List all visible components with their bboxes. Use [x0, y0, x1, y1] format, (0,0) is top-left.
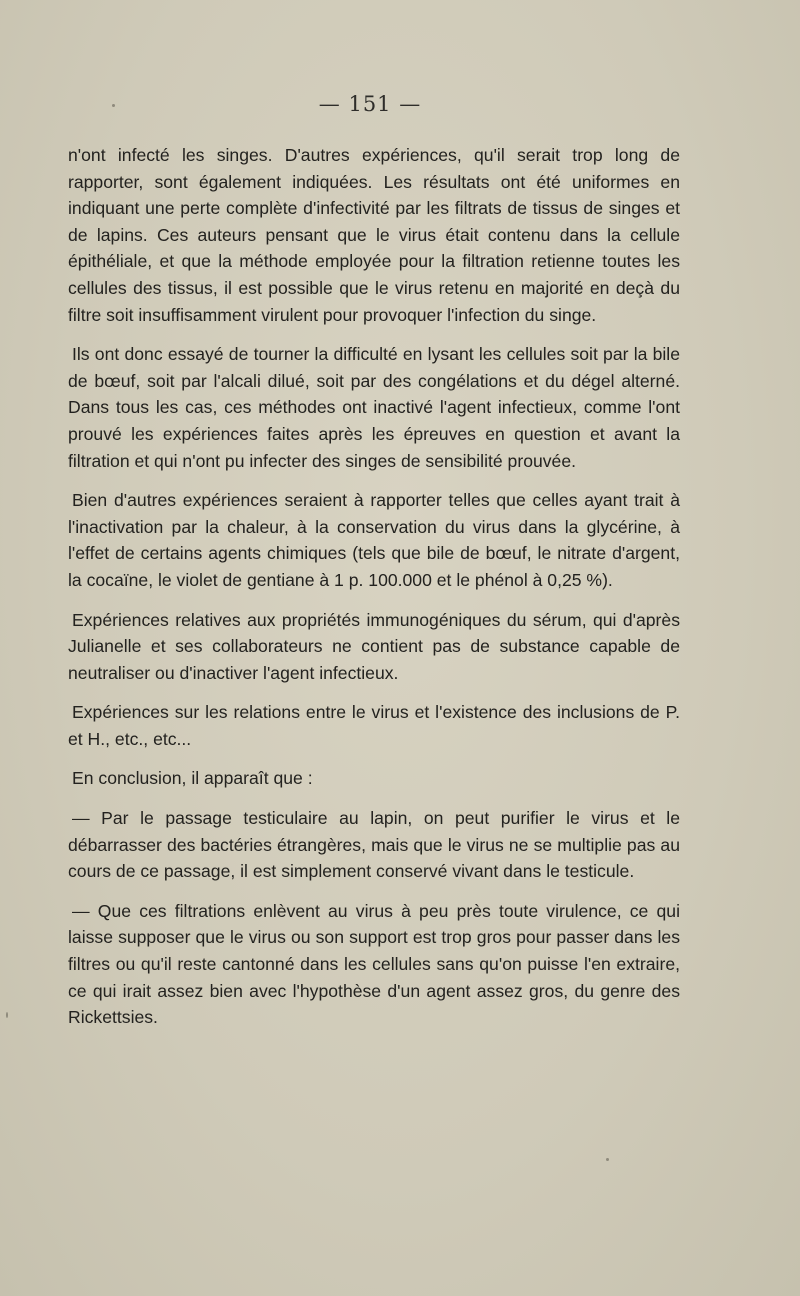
page-number: — 151 — [318, 92, 422, 116]
paragraph-3: Bien d'autres expériences seraient à rapporter telles que celles ayant trait à l'inactivation par la chaleur, à la conservation du virus dans la glycérine, à l'effet de certains agents chimiques (tels que bile de bœuf, le nitrate d'argent, la cocaïne, le violet de gentiane à 1 p. 100.000 et le phénol à 0,25 %). [68, 490, 680, 590]
paragraph-7: — Par le passage testiculaire au lapin, on peut purifier le virus et le débarrasser des bactéries étrangères, mais que le virus ne se multiplie pas au cours de ce passage, il est simplement conservé vivant dans le testicule. [68, 808, 680, 882]
paragraph-5: Expériences sur les relations entre le virus et l'existence des inclusions de P. et H., etc., etc... [68, 702, 680, 749]
paragraph-6: En conclusion, il apparaît que : [72, 768, 313, 789]
paragraph-1: n'ont infecté les singes. D'autres expériences, qu'il serait trop long de rapporter, sont également indiquées. Les résultats ont été uniformes en indiquant une perte complète d'infectivité par les filtrats de tissus de singes et de lapins. Ces auteurs pensant que le virus était contenu dans la cellule épithéliale, et que la méthode employée pour la filtration retienne toutes les cellules des tissus, il est possible que le virus retenu en majorité en deçà du filtre soit insuffisamment virulent pour provoquer l'infection du singe. [68, 145, 680, 325]
paper-speck [112, 104, 115, 107]
paper-speck [606, 1158, 609, 1161]
paragraph-2: Ils ont donc essayé de tourner la difficulté en lysant les cellules soit par la bile de bœuf, soit par l'alcali dilué, soit par des congélations et du dégel alterné. Dans tous les cas, ces méthodes ont inactivé l'agent infectieux, comme l'ont prouvé les expériences faites après les épreuves en question et avant la filtration et qui n'ont pu infecter des singes de sensibilité prouvée. [68, 344, 680, 471]
paragraph-4: Expériences relatives aux propriétés immunogéniques du sérum, qui d'après Julianelle et ses collaborateurs ne contient pas de substance capable de neutraliser ou d'inactiver l'agent infectieux. [68, 609, 680, 683]
paper-speck [6, 1012, 8, 1018]
paragraph-8: — Que ces filtrations enlèvent au virus à peu près toute virulence, ce qui laisse supposer que le virus ou son support est trop gros pour passer dans les filtres ou qu'il reste cantonné dans les cellules sans qu'on puisse l'en extraire, ce qui irait assez bien avec l'hypothèse d'un agent assez gros, du genre des Rickettsies. [68, 900, 680, 1028]
page-body-text [68, 142, 680, 1044]
